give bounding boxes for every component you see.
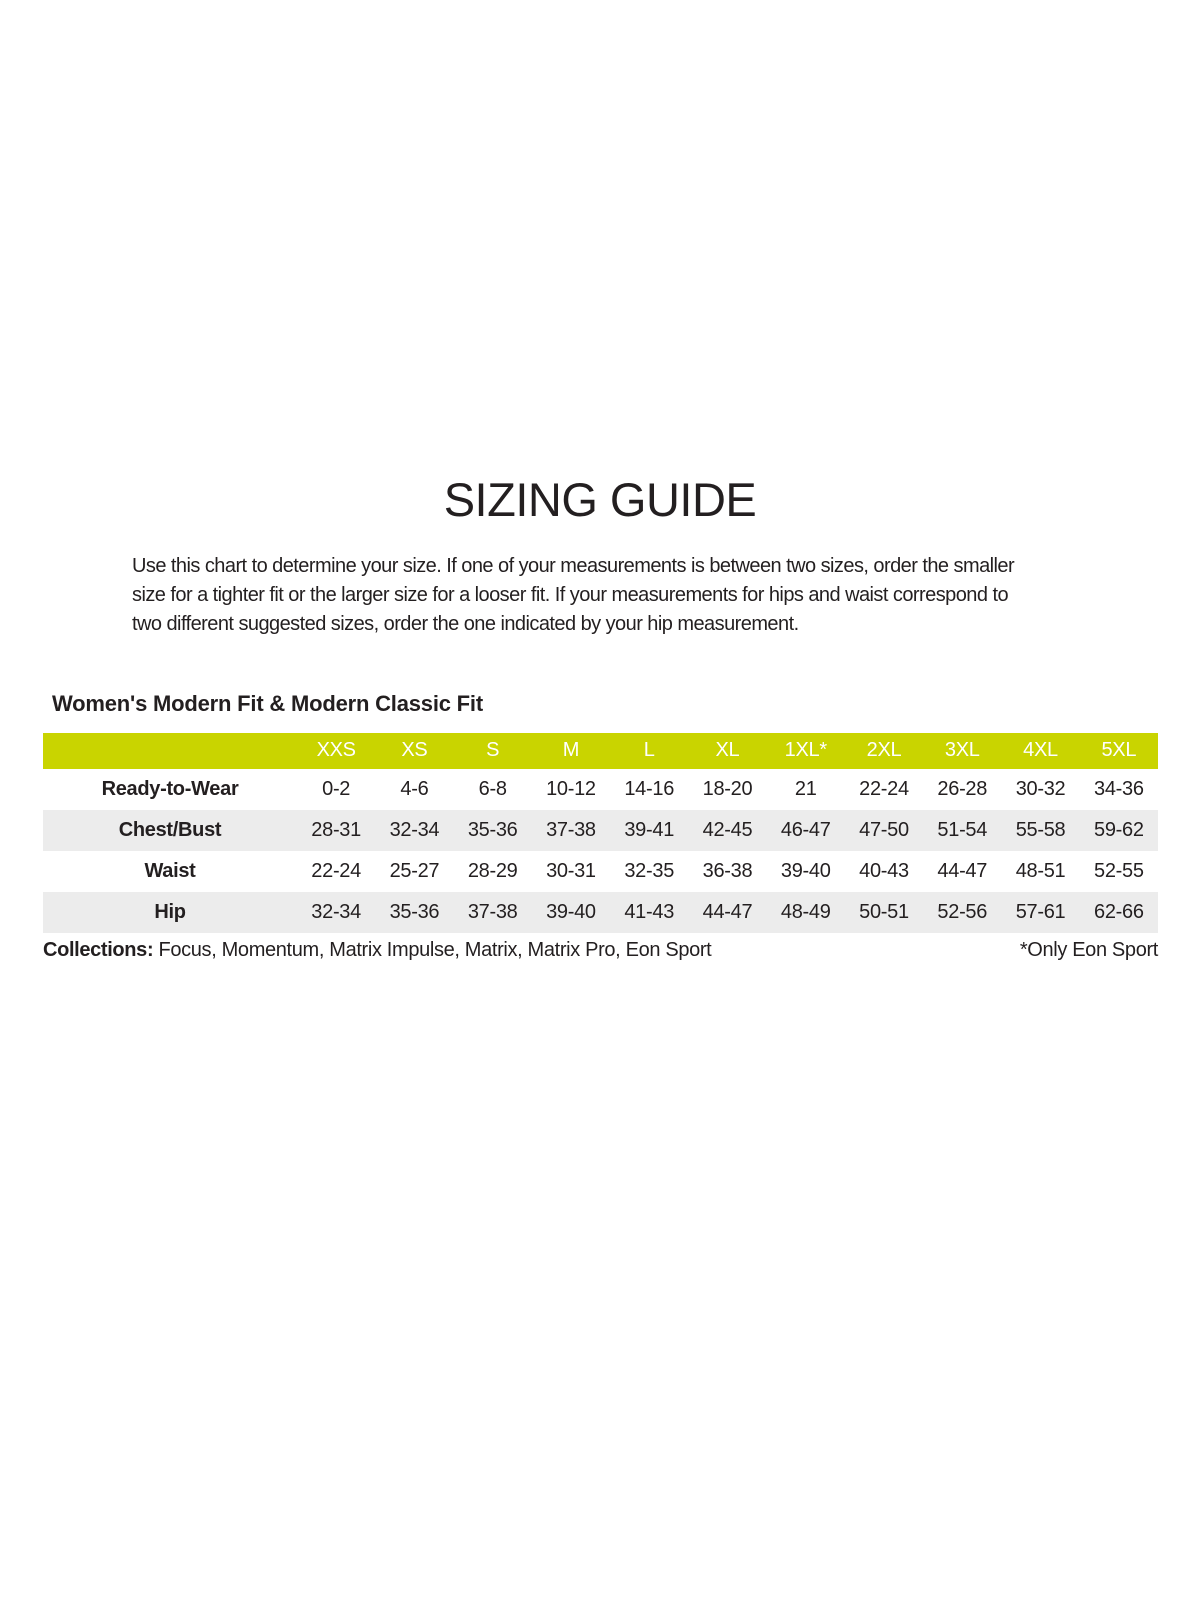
page-title: SIZING GUIDE [443,473,757,526]
collections-list: Focus, Momentum, Matrix Impulse, Matrix, Matrix Pro, Eon Sport [158,938,712,961]
table-row [43,810,1158,851]
size-value-cell: 62-66 [1094,900,1144,923]
size-value-cell: 52-55 [1094,859,1144,882]
size-column-header: L [610,733,688,769]
size-value-cell: 22-24 [311,859,361,882]
size-value-cell: 32-35 [624,859,675,882]
size-value-cell: 26-28 [937,777,988,800]
table-row [43,851,1158,892]
size-value-cell: 30-32 [1015,777,1066,800]
size-value-cell: 42-45 [702,818,753,841]
intro-line: size for a tighter fit or the larger size for a looser fit. If your measurements for hips and waist correspond to [132,583,1009,606]
row-label: Chest/Bust [118,818,222,841]
size-value-cell: 35-36 [467,818,518,841]
size-column-header: S [454,733,532,769]
size-value-cell: 52-56 [937,900,988,923]
row-label: Ready-to-Wear [101,777,239,800]
size-value-cell: 22-24 [859,777,909,800]
size-column-header: 2XL [845,733,923,769]
size-value-cell: 50-51 [859,900,909,923]
size-column-header: M [532,733,610,769]
size-value-cell: 39-40 [780,859,831,882]
size-value-cell: 59-62 [1094,818,1144,841]
size-column-header: 5XL [1080,733,1158,769]
size-value-cell: 0-2 [322,777,351,800]
size-value-cell: 18-20 [702,777,753,800]
size-value-cell: 32-34 [389,818,440,841]
size-value-cell: 48-49 [780,900,831,923]
size-value-cell: 14-16 [624,777,675,800]
size-column-header: XS [375,733,453,769]
size-value-cell: 10-12 [546,777,596,800]
intro-text [132,552,1200,639]
size-value-cell: 21 [794,777,817,800]
size-value-cell: 28-29 [467,859,518,882]
size-value-cell: 35-36 [389,900,440,923]
size-value-cell: 28-31 [311,818,361,841]
size-column-header: 1XL* [767,733,845,769]
intro-line: two different suggested sizes, order the one indicated by your hip measurement. [132,612,799,635]
size-value-cell: 57-61 [1015,900,1066,923]
section-heading: Women's Modern Fit & Modern Classic Fit [52,690,483,716]
table-body [43,769,1158,933]
size-column-header: XL [688,733,766,769]
size-column-header [43,733,297,769]
size-value-cell: 39-40 [546,900,596,923]
row-label: Hip [154,900,186,923]
size-column-header: XXS [297,733,375,769]
table-header [43,733,1158,769]
size-value-cell: 37-38 [546,818,596,841]
size-header-row [43,733,1158,769]
table-row [43,769,1158,810]
row-label: Waist [144,859,196,882]
size-value-cell: 48-51 [1015,859,1066,882]
size-value-cell: 46-47 [780,818,831,841]
table-row [43,892,1158,933]
size-value-cell: 55-58 [1015,818,1066,841]
size-value-cell: 44-47 [937,859,988,882]
collections-label: Collections: [43,938,154,961]
size-value-cell: 25-27 [389,859,440,882]
size-value-cell: 40-43 [859,859,909,882]
intro-line: Use this chart to determine your size. If one of your measurements is between two sizes, order the smaller [132,554,1015,577]
size-column-header: 4XL [1001,733,1079,769]
size-column-header: 3XL [923,733,1001,769]
size-value-cell: 41-43 [624,900,675,923]
size-value-cell: 6-8 [478,777,507,800]
size-value-cell: 4-6 [400,777,429,800]
size-value-cell: 39-41 [624,818,675,841]
collections-text [43,937,711,963]
sizing-table [43,733,1158,933]
size-value-cell: 30-31 [546,859,596,882]
collections-row [43,937,1158,963]
size-value-cell: 47-50 [859,818,909,841]
size-value-cell: 32-34 [311,900,361,923]
size-value-cell: 36-38 [702,859,753,882]
size-value-cell: 34-36 [1094,777,1144,800]
size-value-cell: 44-47 [702,900,753,923]
footnote: *Only Eon Sport [1019,938,1158,961]
size-value-cell: 51-54 [937,818,988,841]
size-value-cell: 37-38 [467,900,518,923]
